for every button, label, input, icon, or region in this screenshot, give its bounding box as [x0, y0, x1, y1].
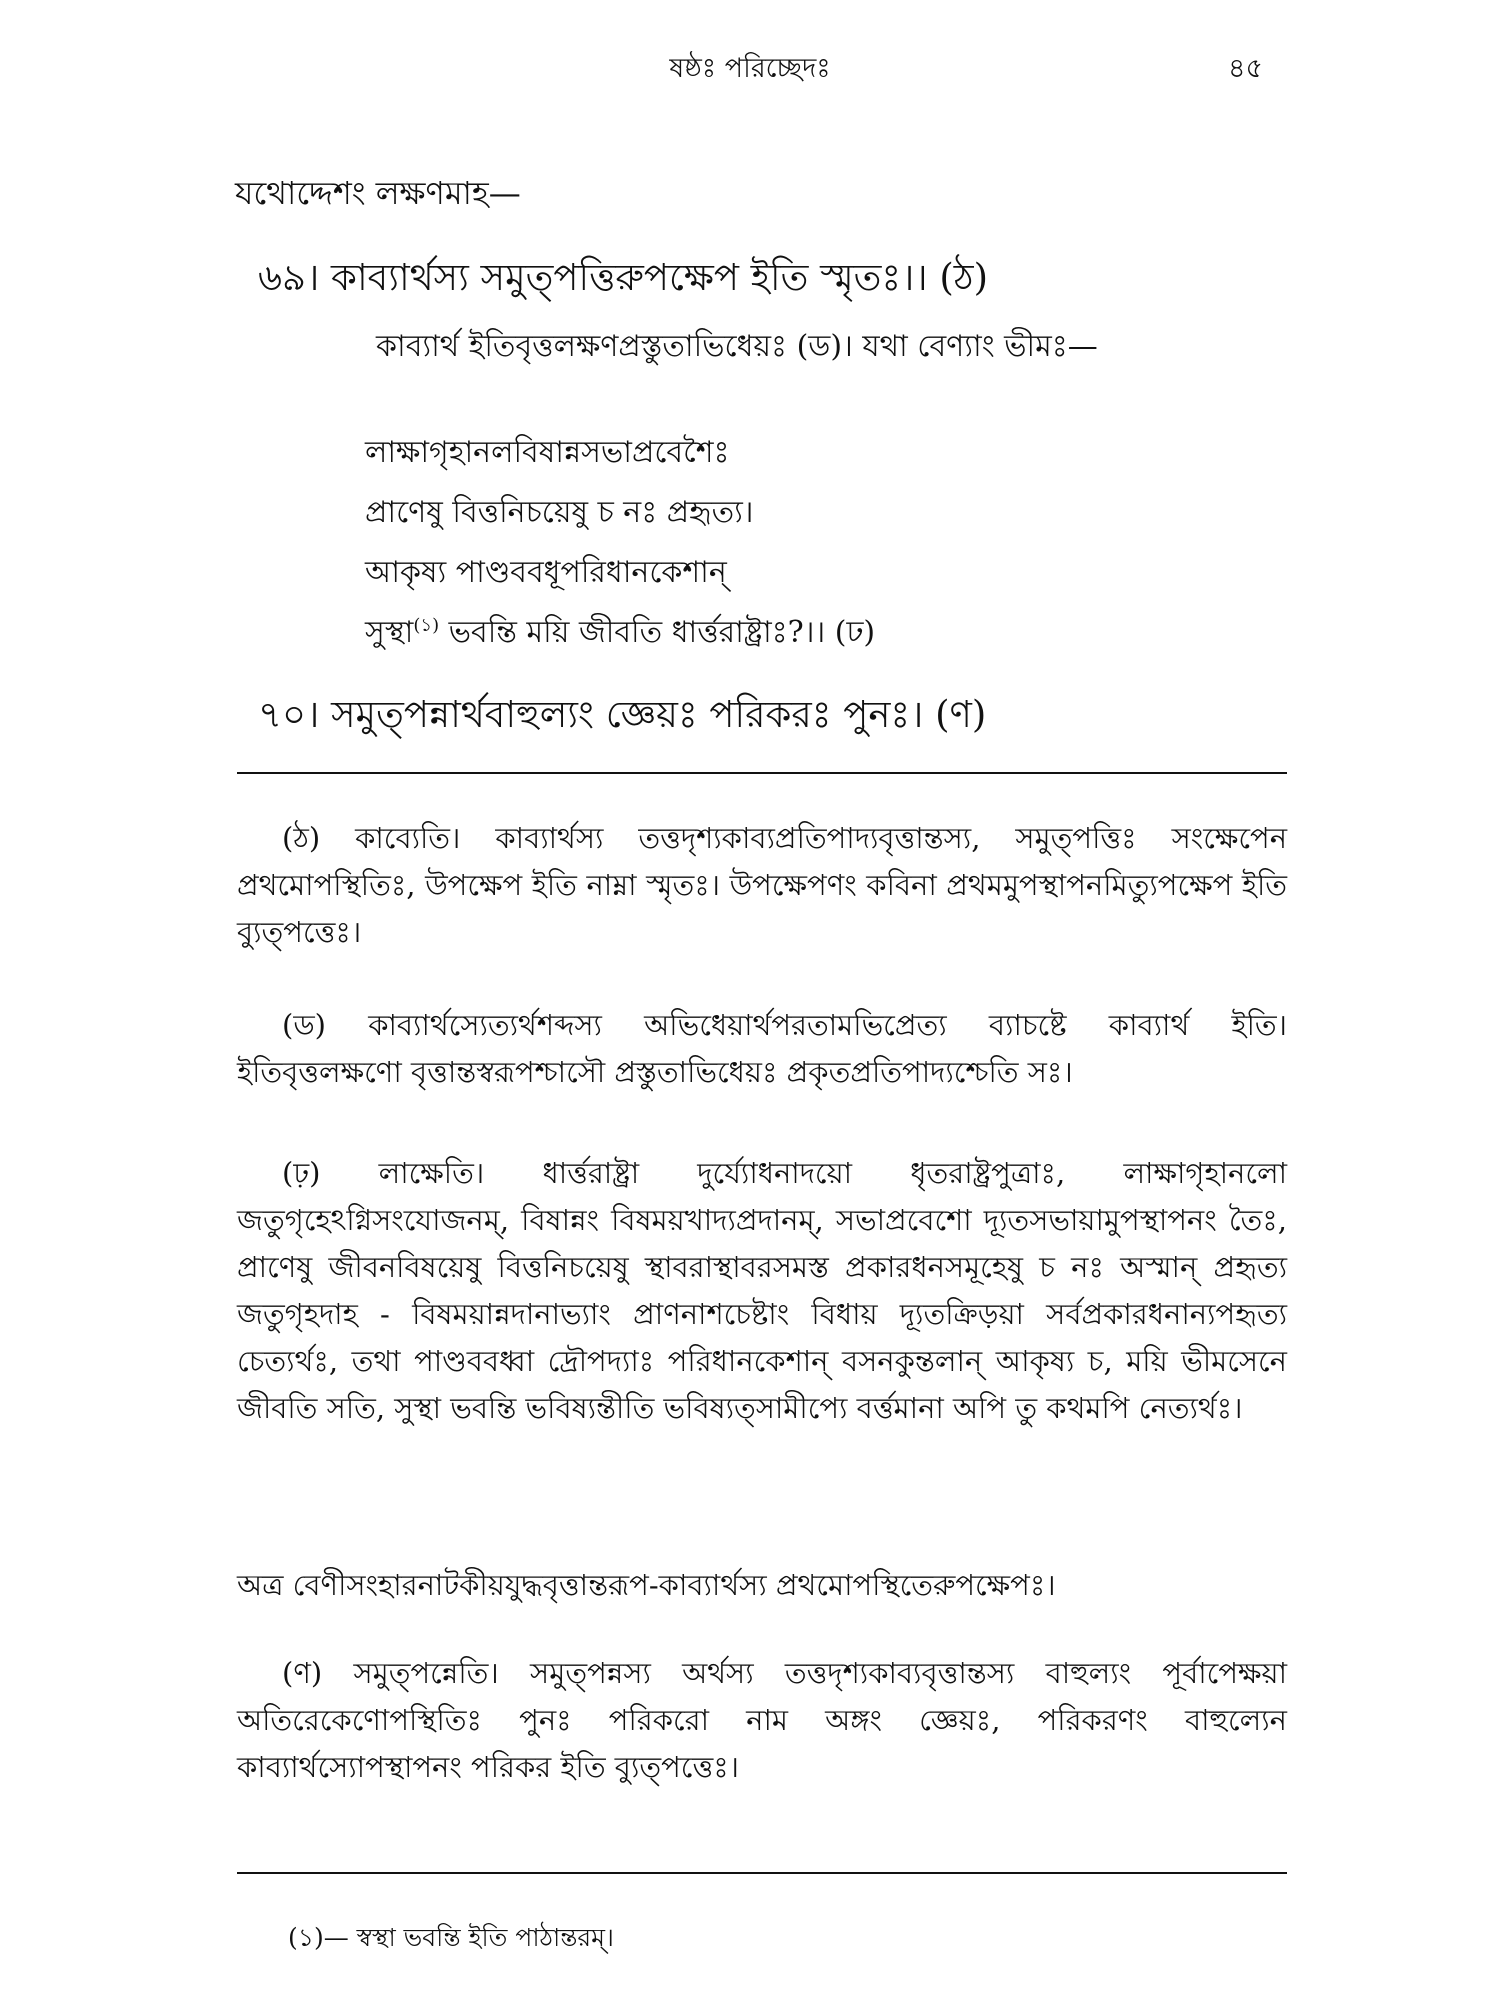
commentary-na: (ণ) সমুত্পন্নেতি। সমুত্পন্নস্য অর্থস্য তত্তদৃশ্যকাব্যবৃত্তান্তস্য বাহুল্যং পূর্বাপেক্ষয়া অতিরেকেণোপস্থিতিঃ পুনঃ পরিকরো নাম অঙ্গং জ্ঞেয়ঃ, পরিকরণং বাহুল্যেন কাব্যার্থস্যোপস্থাপনং পরিকর ইতি ব্যুত্পত্তেঃ। — [237, 1656, 1287, 1784]
quote-line-2: প্রাণেষু বিত্তনিচয়েষু চ নঃ প্রহৃত্য। — [365, 495, 754, 530]
quote-line-3: আকৃষ্য পাণ্ডববধূপরিধানকেশান্ — [365, 555, 727, 590]
quote-line-4-start: সুস্থা — [365, 615, 414, 650]
verse-69-line1: ৬৯। কাব্যার্থস্য সমুত্পত্তিরুপক্ষেপ ইতি স্মৃতঃ।। (ঠ) — [258, 256, 989, 299]
verse-69-line2: কাব্যার্থ ইতিবৃত্তলক্ষণপ্রস্তুতাভিধেয়ঃ (ড)। যথা বেণ্যাং ভীমঃ— — [376, 329, 1098, 364]
commentary-atra: অত্র বেণীসংহারনাটকীয়যুদ্ধবৃত্তান্তরূপ-কাব্যার্থস্য প্রথমোপস্থিতেরুপক্ষেপঃ। — [237, 1568, 1056, 1602]
quote-line-4 — [365, 608, 875, 659]
commentary-da: (ড) কাব্যার্থস্যেত্যর্থশব্দস্য অভিধেয়ার্থপরতামভিপ্রেত্য ব্যাচষ্টে কাব্যার্থ ইতি। ইতিবৃত্তলক্ষণো বৃত্তান্তস্বরূপশ্চাসৌ প্রস্তুতাভিধেয়ঃ প্রকৃতপ্রতিপাদ্যশ্চেতি সঃ। — [237, 1008, 1287, 1089]
commentary-dha: (ঢ়) লাক্ষেতি। ধার্ত্তরাষ্ট্রা দুর্য্যোধনাদয়ো ধৃতরাষ্ট্রপুত্রাঃ, লাক্ষাগৃহানলো জতুগৃহেঽগ্নিসংযোজনম্, বিষান্নং বিষময়খাদ্যপ্রদানম্, সভাপ্রবেশো দ্যূতসভায়ামুপস্থাপনং তৈঃ, প্রাণেষু জীবনবিষয়েষু বিত্তনিচয়েষু স্থাবরাস্থাবরসমস্ত প্রকারধনসমূহেষু চ নঃ অস্মান্ প্রহৃত্য জতুগৃহদাহ - বিষময়ান্নদানাভ্যাং প্রাণনাশচেষ্টাং বিধায় দ্যূতক্রিড়য়া সর্বপ্রকারধনান্যপহৃত্য চেত্যর্থঃ, তথা পাণ্ডববধ্বা দ্রৌপদ্যাঃ পরিধানকেশান্ বসনকুন্তলান্ আকৃষ্য চ, ময়ি ভীমসেনে জীবতি সতি, সুস্থা ভবন্তি ভবিষ্যন্তীতি ভবিষ্যত্সামীপ্যে বর্ত্তমানা অপি তু কথমপি নেত্যর্থঃ। — [237, 1156, 1287, 1425]
intro-line: যথোদ্দেশং লক্ষণমাহ— — [235, 174, 521, 212]
footnote-marker: (১) — [413, 615, 440, 636]
section-divider — [237, 772, 1287, 774]
quote-line-1: লাক্ষাগৃহানলবিষান্নসভাপ্রবেশৈঃ — [365, 435, 730, 470]
footnote: (১)— স্বস্থা ভবন্তি ইতি পাঠান্তরম্। — [288, 1923, 615, 1952]
running-header: ষষ্ঠঃ পরিচ্ছেদঃ — [669, 53, 831, 84]
verse-70: ৭০। সমুত্পন্নার্থবাহুল্যং জ্ঞেয়ঃ পরিকরঃ পুনঃ। (ণ) — [258, 693, 987, 736]
quote-line-4-end: ভবন্তি ময়ি জীবতি ধার্ত্তরাষ্ট্রাঃ?।। (ঢ) — [439, 615, 876, 650]
page-number: ৪৫ — [1228, 53, 1264, 84]
commentary-tha: (ঠ) কাব্যেতি। কাব্যার্থস্য তত্তদৃশ্যকাব্যপ্রতিপাদ্যবৃত্তান্তস্য, সমুত্পত্তিঃ সংক্ষেপেন প্রথমোপস্থিতিঃ, উপক্ষেপ ইতি নাম্না স্মৃতঃ। উপক্ষেপণং কবিনা প্রথমমুপস্থাপনমিত্যুপক্ষেপ ইতি ব্যুত্পত্তেঃ। — [237, 821, 1287, 949]
footnote-divider — [237, 1872, 1287, 1874]
